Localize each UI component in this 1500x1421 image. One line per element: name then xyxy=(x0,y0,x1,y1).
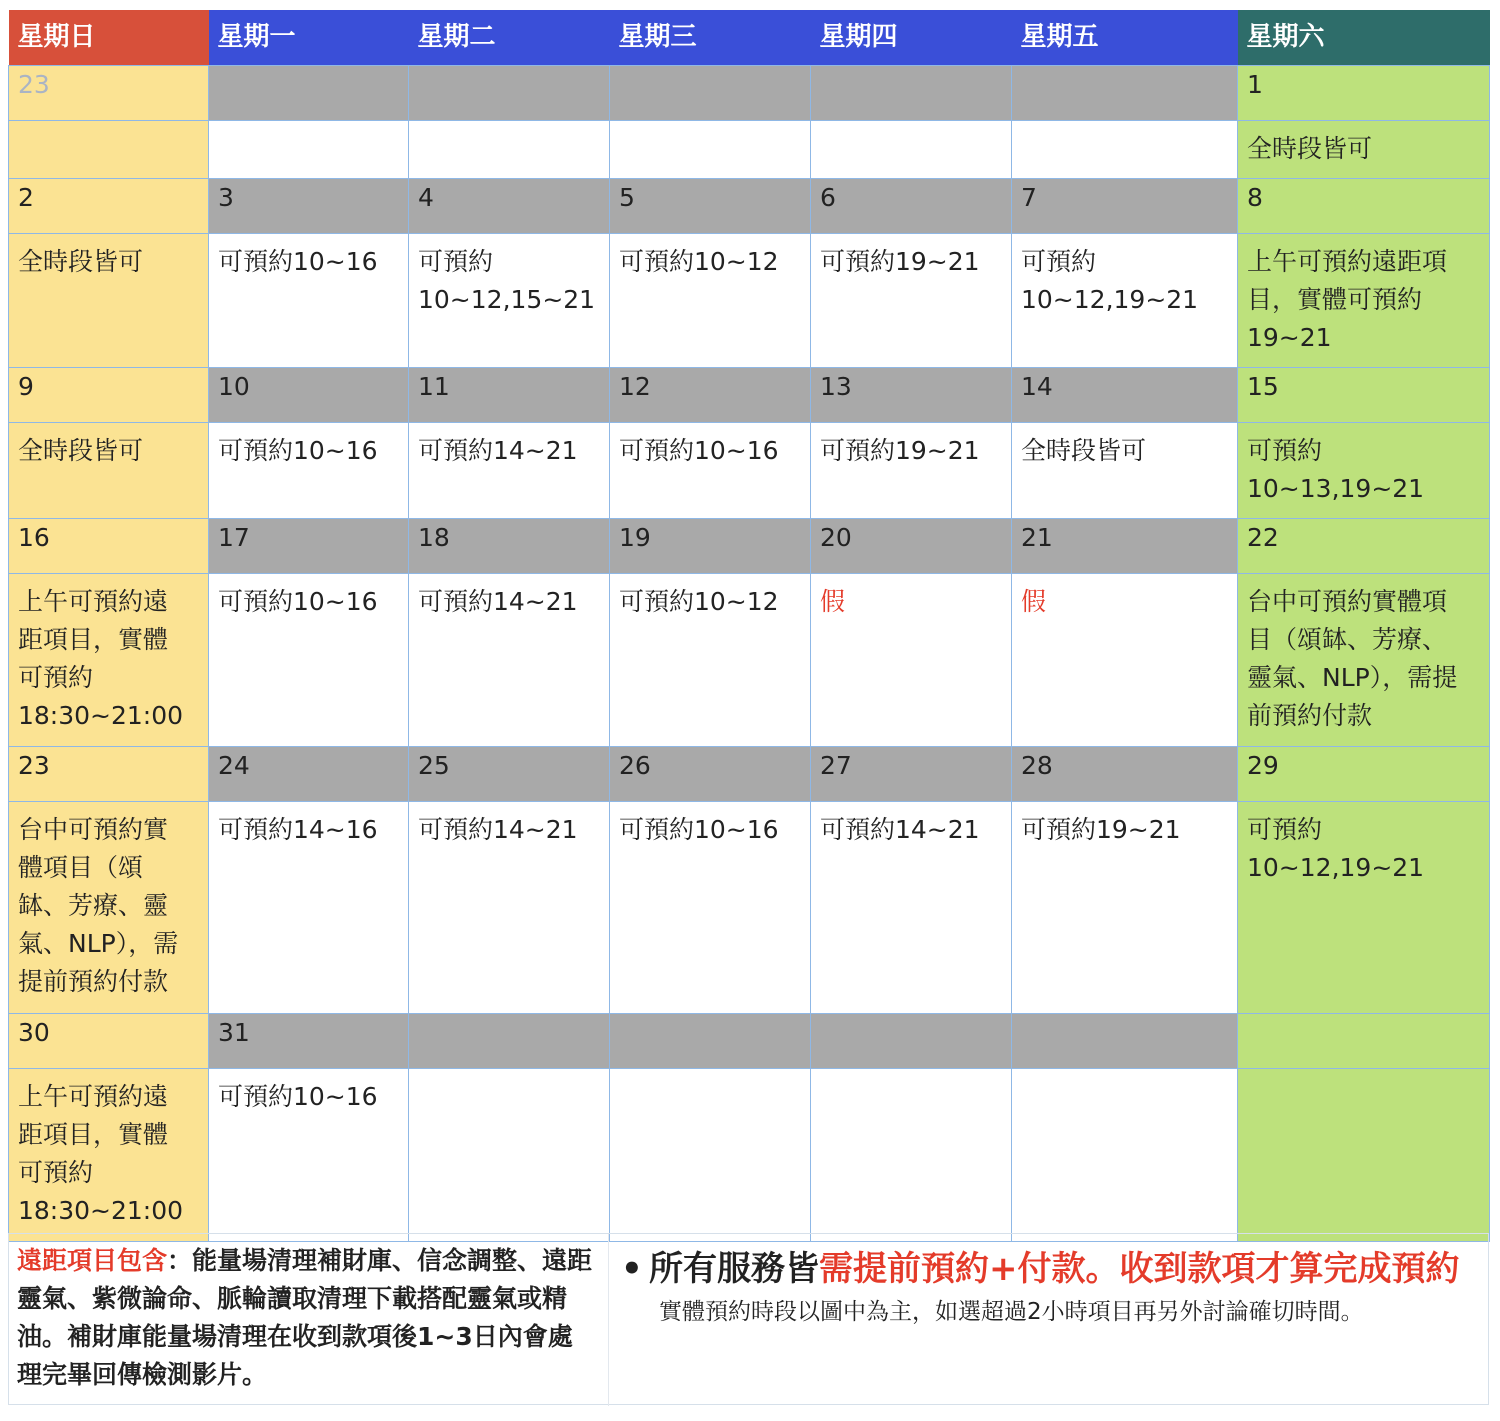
date-number-row xyxy=(9,179,1490,234)
availability-text: 台中可預約實 體項目（頌 缽、芳療、靈 氣、NLP），需 提前預約付款 xyxy=(18,815,179,996)
date-number-tuesday xyxy=(409,66,610,121)
availability-cell-thursday xyxy=(811,423,1012,519)
availability-text: 可預約 10~12,19~21 xyxy=(1247,815,1425,882)
date-number-wednesday: 12 xyxy=(610,368,811,423)
availability-cell-sunday xyxy=(9,121,209,179)
remote-services-note xyxy=(17,1242,597,1394)
availability-text: 假 xyxy=(820,587,846,616)
availability-text: 可預約19~21 xyxy=(1021,815,1181,844)
availability-cell-monday xyxy=(209,121,409,179)
date-number-thursday xyxy=(811,1014,1012,1069)
availability-cell-thursday xyxy=(811,1069,1012,1242)
date-number-wednesday xyxy=(610,1014,811,1069)
date-number-friday: 14 xyxy=(1012,368,1238,423)
date-number-monday: 3 xyxy=(209,179,409,234)
date-number-sunday: 23 xyxy=(9,747,209,802)
availability-text: 台中可預約實體項 目（頌缽、芳療、 靈氣、NLP），需提 前預約付款 xyxy=(1247,587,1458,730)
availability-cell-wednesday xyxy=(610,1069,811,1242)
date-number-friday: 28 xyxy=(1012,747,1238,802)
availability-cell-saturday xyxy=(1238,423,1490,519)
availability-text: 假 xyxy=(1021,587,1047,616)
calendar-table xyxy=(8,10,1490,1242)
availability-cell-tuesday xyxy=(409,423,610,519)
availability-text: 可預約19~21 xyxy=(820,436,980,465)
availability-text: 可預約14~16 xyxy=(218,815,378,844)
availability-row xyxy=(9,234,1490,368)
availability-cell-friday xyxy=(1012,234,1238,368)
date-number-wednesday: 5 xyxy=(610,179,811,234)
availability-text: 可預約14~21 xyxy=(418,815,578,844)
availability-cell-wednesday xyxy=(610,574,811,747)
availability-text: 可預約 10~13,19~21 xyxy=(1247,436,1425,503)
date-number-thursday: 20 xyxy=(811,519,1012,574)
header-wednesday: 星期三 xyxy=(610,10,811,66)
availability-cell-sunday xyxy=(9,1069,209,1242)
date-number-sunday: 9 xyxy=(9,368,209,423)
availability-cell-friday xyxy=(1012,423,1238,519)
availability-cell-saturday xyxy=(1238,1069,1490,1242)
availability-text: 可預約10~16 xyxy=(619,815,779,844)
availability-cell-wednesday xyxy=(610,121,811,179)
availability-text: 可預約 10~12,15~21 xyxy=(418,247,596,314)
date-number-friday xyxy=(1012,1014,1238,1069)
availability-cell-monday xyxy=(209,423,409,519)
remote-services-text: ：能量場清理補財庫、信念調整、遠距靈氣、紫微論命、脈輪讀取清理下載搭配靈氣或精油。補財庫能量場清理在收到款項後1~3日內會處理完畢回傳檢測影片。 xyxy=(17,1246,593,1389)
availability-text: 可預約10~16 xyxy=(619,436,779,465)
date-number-tuesday: 11 xyxy=(409,368,610,423)
availability-text: 全時段皆可 xyxy=(1021,436,1147,465)
date-number-monday: 17 xyxy=(209,519,409,574)
availability-row xyxy=(9,1069,1490,1242)
header-friday: 星期五 xyxy=(1012,10,1238,66)
date-number-row xyxy=(9,368,1490,423)
availability-cell-sunday xyxy=(9,802,209,1014)
footer-divider xyxy=(608,1234,609,1406)
availability-cell-wednesday xyxy=(610,234,811,368)
availability-text: 可預約14~21 xyxy=(820,815,980,844)
date-number-row xyxy=(9,66,1490,121)
availability-cell-friday xyxy=(1012,121,1238,179)
date-number-saturday xyxy=(1238,1014,1490,1069)
availability-cell-sunday xyxy=(9,423,209,519)
availability-cell-thursday xyxy=(811,121,1012,179)
date-number-row xyxy=(9,1014,1490,1069)
date-number-saturday: 1 xyxy=(1238,66,1490,121)
date-number-sunday: 16 xyxy=(9,519,209,574)
availability-text: 可預約10~12 xyxy=(619,247,779,276)
availability-cell-tuesday xyxy=(409,574,610,747)
availability-text: 可預約19~21 xyxy=(820,247,980,276)
date-number-row xyxy=(9,747,1490,802)
remote-services-label: 遠距項目包含 xyxy=(17,1246,168,1275)
date-number-friday: 21 xyxy=(1012,519,1238,574)
availability-cell-saturday xyxy=(1238,574,1490,747)
date-number-sunday: 2 xyxy=(9,179,209,234)
availability-cell-thursday xyxy=(811,802,1012,1014)
date-number-monday: 10 xyxy=(209,368,409,423)
header-monday: 星期一 xyxy=(209,10,409,66)
availability-cell-sunday xyxy=(9,574,209,747)
availability-text: 可預約10~16 xyxy=(218,436,378,465)
availability-text: 可預約10~16 xyxy=(218,1082,378,1111)
availability-text: 全時段皆可 xyxy=(1247,134,1373,163)
availability-text: 上午可預約遠 距項目，實體 可預約 18:30~21:00 xyxy=(18,587,184,730)
bullet-icon: • xyxy=(621,1249,643,1289)
date-number-friday xyxy=(1012,66,1238,121)
availability-text: 全時段皆可 xyxy=(18,247,144,276)
availability-text: 可預約10~16 xyxy=(218,587,378,616)
date-number-monday xyxy=(209,66,409,121)
date-number-sunday: 30 xyxy=(9,1014,209,1069)
availability-row xyxy=(9,574,1490,747)
availability-text: 可預約10~12 xyxy=(619,587,779,616)
booking-policy-highlight: 需提前預約+付款。收到款項才算完成預約 xyxy=(819,1249,1460,1289)
booking-policy-detail: 實體預約時段以圖中為主，如選超過2小時項目再另外討論確切時間。 xyxy=(659,1299,1364,1325)
date-number-wednesday xyxy=(610,66,811,121)
availability-cell-saturday xyxy=(1238,121,1490,179)
header-saturday: 星期六 xyxy=(1238,10,1490,66)
availability-row xyxy=(9,802,1490,1014)
date-number-saturday: 29 xyxy=(1238,747,1490,802)
availability-cell-monday xyxy=(209,574,409,747)
footer-notes xyxy=(8,1233,1489,1405)
date-number-tuesday: 18 xyxy=(409,519,610,574)
availability-text: 可預約10~16 xyxy=(218,247,378,276)
date-number-tuesday: 25 xyxy=(409,747,610,802)
date-number-tuesday xyxy=(409,1014,610,1069)
availability-text: 可預約14~21 xyxy=(418,436,578,465)
date-number-saturday: 8 xyxy=(1238,179,1490,234)
availability-row xyxy=(9,121,1490,179)
availability-cell-friday xyxy=(1012,802,1238,1014)
date-number-thursday: 13 xyxy=(811,368,1012,423)
header-tuesday: 星期二 xyxy=(409,10,610,66)
booking-policy-headline xyxy=(621,1246,1481,1292)
availability-cell-thursday xyxy=(811,234,1012,368)
availability-cell-tuesday xyxy=(409,802,610,1014)
availability-row xyxy=(9,423,1490,519)
date-number-monday: 24 xyxy=(209,747,409,802)
header-sunday: 星期日 xyxy=(9,10,209,66)
availability-text: 全時段皆可 xyxy=(18,436,144,465)
date-number-row xyxy=(9,519,1490,574)
availability-cell-thursday xyxy=(811,574,1012,747)
date-number-saturday: 15 xyxy=(1238,368,1490,423)
booking-policy-note xyxy=(621,1246,1481,1328)
date-number-wednesday: 19 xyxy=(610,519,811,574)
date-number-wednesday: 26 xyxy=(610,747,811,802)
availability-cell-wednesday xyxy=(610,423,811,519)
date-number-thursday: 6 xyxy=(811,179,1012,234)
date-number-saturday: 22 xyxy=(1238,519,1490,574)
availability-cell-saturday xyxy=(1238,802,1490,1014)
date-number-thursday xyxy=(811,66,1012,121)
header-thursday: 星期四 xyxy=(811,10,1012,66)
availability-text: 上午可預約遠 距項目，實體 可預約 18:30~21:00 xyxy=(18,1082,184,1225)
availability-cell-friday xyxy=(1012,574,1238,747)
availability-cell-monday xyxy=(209,234,409,368)
availability-text: 可預約14~21 xyxy=(418,587,578,616)
availability-cell-friday xyxy=(1012,1069,1238,1242)
date-number-friday: 7 xyxy=(1012,179,1238,234)
availability-cell-tuesday xyxy=(409,234,610,368)
booking-policy-prefix: 所有服務皆 xyxy=(649,1249,819,1289)
calendar-body xyxy=(9,66,1490,1242)
availability-cell-monday xyxy=(209,1069,409,1242)
date-number-thursday: 27 xyxy=(811,747,1012,802)
availability-cell-sunday xyxy=(9,234,209,368)
availability-text: 可預約 10~12,19~21 xyxy=(1021,247,1199,314)
availability-cell-tuesday xyxy=(409,121,610,179)
weekday-header-row xyxy=(9,10,1490,66)
availability-cell-saturday xyxy=(1238,234,1490,368)
availability-cell-tuesday xyxy=(409,1069,610,1242)
availability-text: 上午可預約遠距項 目，實體可預約 19~21 xyxy=(1247,247,1448,352)
date-number-monday: 31 xyxy=(209,1014,409,1069)
availability-cell-wednesday xyxy=(610,802,811,1014)
date-number-sunday: 23 xyxy=(9,66,209,121)
availability-cell-monday xyxy=(209,802,409,1014)
date-number-tuesday: 4 xyxy=(409,179,610,234)
